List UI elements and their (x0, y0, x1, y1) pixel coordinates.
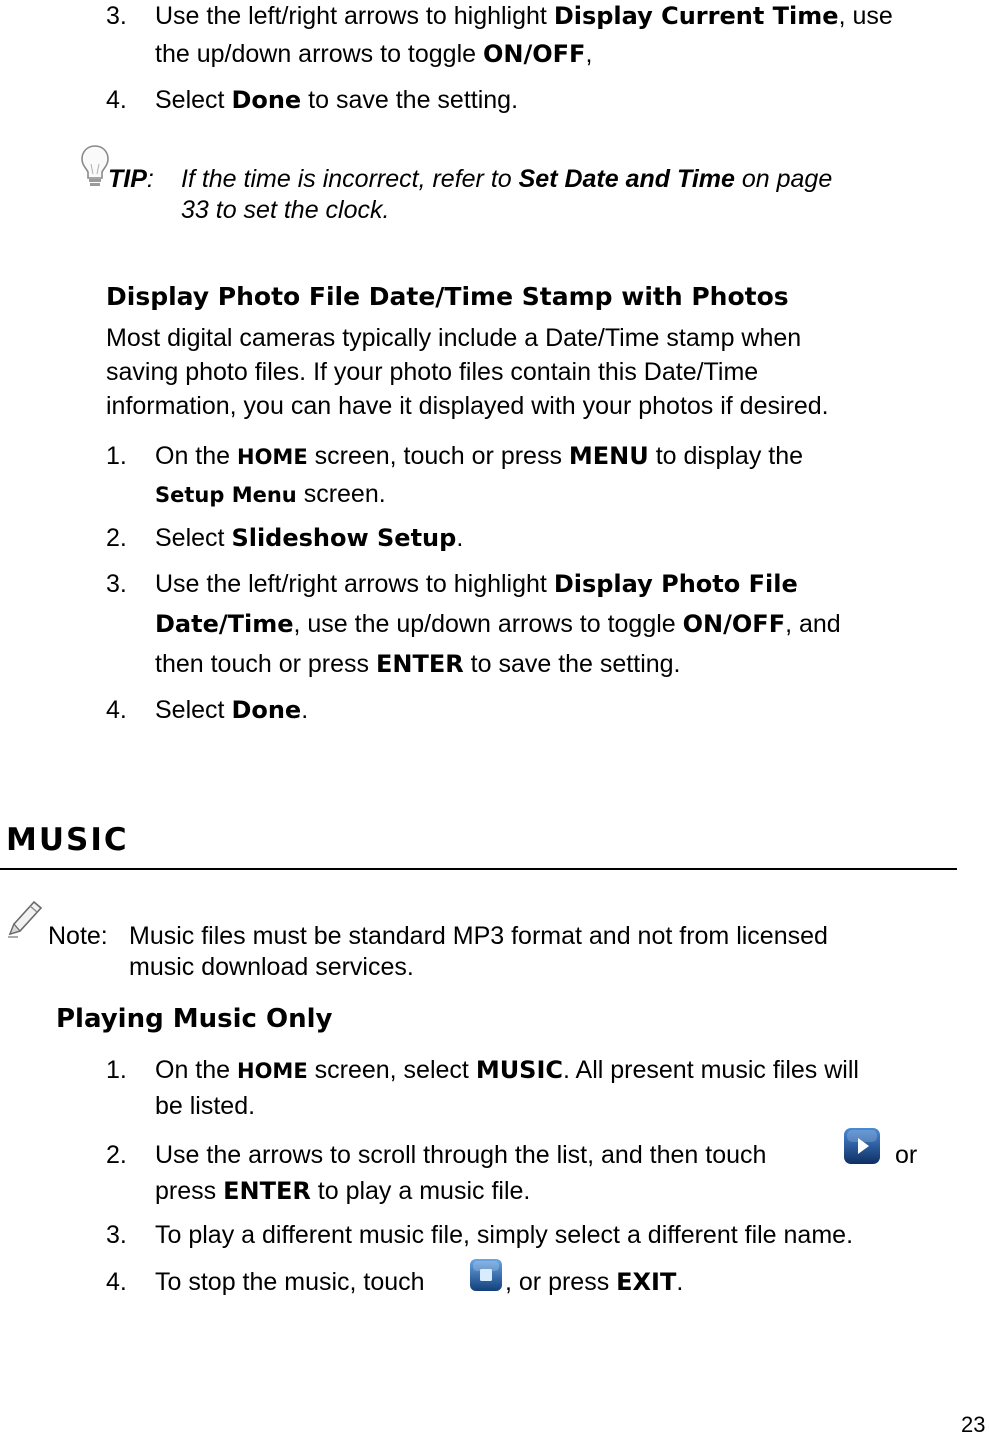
note-text: Music files must be standard MP3 format and not from licensed (129, 922, 828, 950)
step-text: Select Done. (155, 696, 309, 724)
step-text: Use the left/right arrows to highlight Display Photo File (155, 570, 798, 598)
step-text-continued: Setup Menu screen. (155, 480, 386, 508)
step-number: 4. (106, 86, 127, 114)
step-text: Select Done to save the setting. (155, 86, 519, 114)
step-text: To stop the music, touch (155, 1268, 425, 1296)
play-icon (843, 1127, 881, 1172)
page-number: 23 (961, 1412, 986, 1437)
step-text: Use the arrows to scroll through the list, and then touch (155, 1141, 767, 1169)
step-text-continued: then touch or press ENTER to save the setting. (155, 650, 681, 678)
step-number: 3. (106, 2, 127, 30)
step-text-continued: the up/down arrows to toggle ON/OFF, (155, 40, 593, 68)
step-number: 1. (106, 1056, 127, 1084)
pencil-icon (4, 898, 44, 947)
note-label: Note: (48, 922, 108, 950)
paragraph-line: saving photo files. If your photo files contain this Date/Time (106, 358, 759, 386)
step-text: or (895, 1141, 918, 1169)
section-divider (0, 868, 957, 870)
step-number: 3. (106, 570, 127, 598)
section-title: MUSIC (6, 822, 129, 858)
lightbulb-icon (80, 144, 110, 195)
tip-text: If the time is incorrect, refer to Set Date and Time on page (181, 165, 833, 193)
step-number: 3. (106, 1221, 127, 1249)
section-heading: Display Photo File Date/Time Stamp with Photos (106, 282, 789, 311)
step-number: 2. (106, 1141, 127, 1169)
step-text-continued: be listed. (155, 1092, 256, 1120)
subsection-heading: Playing Music Only (56, 1004, 333, 1034)
step-number: 2. (106, 524, 127, 552)
step-number: 4. (106, 696, 127, 724)
stop-icon (469, 1258, 503, 1299)
step-text: Use the left/right arrows to highlight Display Current Time, use (155, 2, 893, 30)
step-number: 1. (106, 442, 127, 470)
step-text-continued: , or press EXIT. (505, 1268, 684, 1296)
step-text: To play a different music file, simply select a different file name. (155, 1221, 854, 1249)
step-text: On the HOME screen, touch or press MENU to display the (155, 442, 804, 470)
paragraph-line: Most digital cameras typically include a Date/Time stamp when (106, 324, 802, 352)
tip-text-continued: 33 to set the clock. (181, 196, 390, 224)
step-text: On the HOME screen, select MUSIC. All present music files will (155, 1056, 859, 1084)
tip-label: TIP: (108, 165, 154, 193)
step-text-continued: press ENTER to play a music file. (155, 1177, 531, 1205)
step-number: 4. (106, 1268, 127, 1296)
note-text-continued: music download services. (129, 953, 414, 981)
step-text-continued: Date/Time, use the up/down arrows to toggle ON/OFF, and (155, 610, 841, 638)
step-text: Select Slideshow Setup. (155, 524, 464, 552)
paragraph-line: information, you can have it displayed with your photos if desired. (106, 392, 829, 420)
